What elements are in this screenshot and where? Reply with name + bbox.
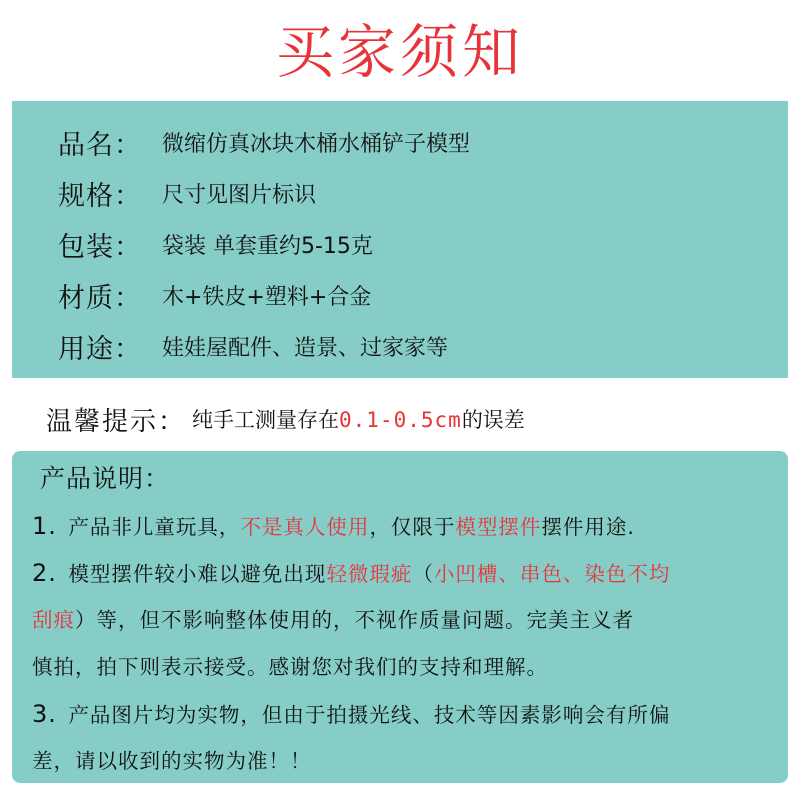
item-text: 产品非儿童玩具， [68,515,241,539]
spec-value: 袋装 单套重约5-15克 [162,234,373,259]
tip-label: 温馨提示： [46,406,187,437]
item-text: 产品图片均为实物，但由于拍摄光线、技术等因素影响会有所偏 [68,703,671,727]
warm-tip [46,396,525,442]
spec-row-name [58,117,788,168]
spec-value: 娃娃屋配件、造景、过家家等 [162,336,449,361]
description-item-2-line-1 [32,550,772,597]
item-text: 差，请以收到的实物为准！！ [32,749,312,773]
item-highlight: 不是真人使用 [240,515,370,539]
tip-text-before: 纯手工测量存在 [192,408,340,432]
spec-value: 尺寸见图片标识 [162,183,317,208]
spec-label: 用途： [58,334,142,365]
item-highlight: 小凹槽、串色、染色不均 [433,562,671,586]
item-text: 模型摆件较小难以避免出现 [68,562,327,586]
item-highlight: 轻微瑕疵 [326,562,413,586]
item-text: 摆件用途. [541,515,635,539]
tip-text [192,404,525,434]
spec-value: 微缩仿真冰块木桶水桶铲子模型 [162,132,471,157]
item-highlight: 刮痕 [32,608,75,632]
description-item-2-line-2 [32,597,772,644]
item-text: ）等，但不影响整体使用的，不视作质量问题。完美主义者 [75,608,634,632]
tip-range: 0.1-0.5cm [339,408,462,432]
description-item-1 [32,503,772,550]
item-text: 慎拍，拍下则表示接受。感谢您对我们的支持和理解。 [32,655,548,679]
description-item-3-line-1 [32,691,772,738]
page-title: 买家须知 [275,18,524,86]
spec-row-material [58,270,788,321]
item-number: 2. [32,559,57,587]
spec-label: 规格： [58,181,142,212]
spec-row-usage [58,321,788,372]
description-title: 产品说明： [40,464,171,493]
spec-row-size [58,168,788,219]
spec-value: 木+铁皮+塑料+合金 [162,285,372,310]
spec-row-packaging [58,219,788,270]
tip-text-after: 的误差 [461,408,525,432]
item-text: （ [412,562,434,586]
description-item-3-line-2 [32,738,772,785]
item-number: 1. [32,512,57,540]
spec-label: 品名： [58,130,142,161]
item-text: ，仅限于 [369,515,456,539]
description-item-2-line-3 [32,644,772,691]
spec-label: 包装： [58,232,142,263]
description-panel [12,451,788,783]
spec-label: 材质： [58,283,142,314]
item-highlight: 模型摆件 [455,515,542,539]
item-number: 3. [32,700,57,728]
specs-panel [12,101,788,378]
